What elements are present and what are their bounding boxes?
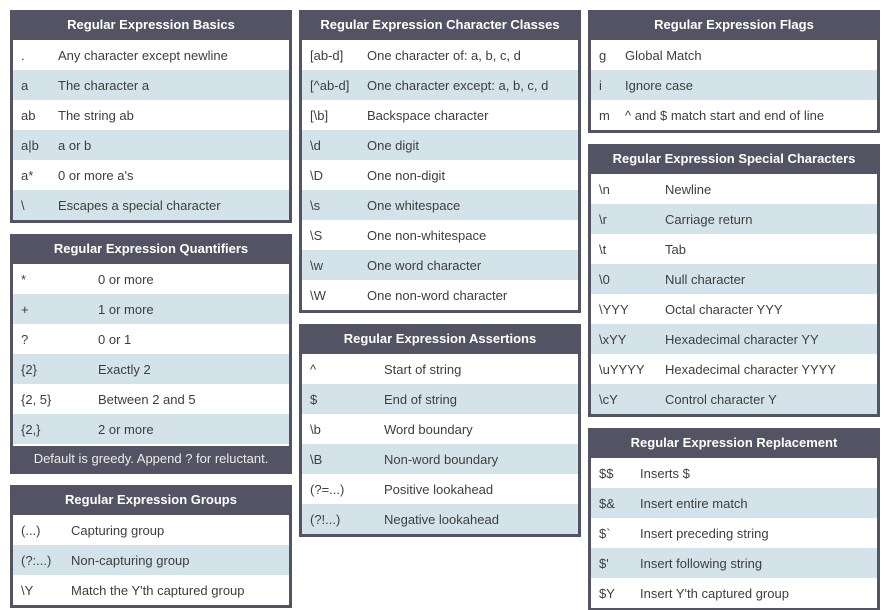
table-row — [591, 70, 877, 100]
regex-token: $$ — [599, 465, 614, 481]
regex-token: (...) — [21, 522, 41, 538]
regex-token: \d — [310, 137, 321, 153]
table-row — [302, 100, 578, 130]
regex-token: {2, 5} — [21, 391, 52, 407]
table-title-special-characters: Regular Expression Special Characters — [590, 144, 878, 174]
regex-token: $& — [599, 495, 615, 511]
table-row — [302, 190, 578, 220]
regex-token: i — [599, 77, 602, 93]
table-special-characters — [588, 144, 880, 417]
table-row — [13, 414, 289, 444]
token-description: Negative lookahead — [384, 511, 499, 527]
regex-token: \uYYYY — [599, 361, 645, 377]
table-row — [302, 474, 578, 504]
table-replacement — [588, 428, 880, 610]
table-title-groups: Regular Expression Groups — [12, 485, 290, 515]
table-row — [302, 130, 578, 160]
token-description: Word boundary — [384, 421, 473, 437]
token-description: Carriage return — [665, 211, 753, 227]
token-description: Non-word boundary — [384, 451, 499, 467]
regex-token: * — [21, 271, 27, 287]
token-description: Any character except newline — [58, 47, 228, 63]
table-row — [591, 40, 877, 70]
cheatsheet-column-1 — [10, 10, 292, 608]
token-description: Tab — [665, 241, 686, 257]
token-description: Insert following string — [640, 555, 763, 571]
table-title-flags: Regular Expression Flags — [590, 10, 878, 40]
regex-token: \S — [310, 227, 323, 243]
token-description: Null character — [665, 271, 746, 287]
table-row — [13, 324, 289, 354]
token-description: The string ab — [58, 107, 134, 123]
regex-token: (?=...) — [310, 481, 345, 497]
table-row — [591, 174, 877, 204]
regex-token: \D — [310, 167, 323, 183]
regex-token: $Y — [599, 585, 615, 601]
regex-token: {2,} — [21, 421, 41, 437]
regex-token: ab — [21, 107, 36, 123]
cheatsheet-column-2 — [299, 10, 581, 537]
table-row — [13, 264, 289, 294]
token-description: Hexadecimal character YYYY — [665, 361, 837, 377]
table-title-replacement: Regular Expression Replacement — [590, 428, 878, 458]
table-row — [591, 294, 877, 324]
table-row — [302, 250, 578, 280]
token-description: 1 or more — [98, 301, 154, 317]
regex-token: a* — [21, 167, 34, 183]
token-description: Match the Y'th captured group — [71, 582, 245, 598]
regex-token: a — [21, 77, 29, 93]
table-row — [302, 414, 578, 444]
regex-token: \w — [310, 257, 323, 273]
table-row — [591, 324, 877, 354]
token-description: Hexadecimal character YY — [665, 331, 819, 347]
table-row — [13, 70, 289, 100]
table-row — [591, 204, 877, 234]
table-title-assertions: Regular Expression Assertions — [301, 324, 579, 354]
token-description: Start of string — [384, 361, 462, 377]
token-description: Global Match — [625, 47, 702, 63]
token-description: Ignore case — [625, 77, 693, 93]
regex-token: \b — [310, 421, 321, 437]
regex-token: \s — [310, 197, 321, 213]
token-description: Backspace character — [367, 107, 489, 123]
table-row — [13, 130, 289, 160]
token-description: Between 2 and 5 — [98, 391, 196, 407]
regex-token: ? — [21, 331, 29, 347]
table-row — [13, 354, 289, 384]
token-description: Positive lookahead — [384, 481, 494, 497]
regex-token: a|b — [21, 137, 39, 153]
table-row — [302, 354, 578, 384]
table-assertions — [299, 324, 581, 537]
regex-token: [^ab-d] — [310, 77, 350, 93]
table-row — [591, 578, 877, 608]
table-row — [591, 234, 877, 264]
regex-token: \YYY — [599, 301, 629, 317]
cheatsheet-column-3 — [588, 10, 880, 610]
token-description: Capturing group — [71, 522, 165, 538]
table-row — [302, 160, 578, 190]
token-description: Non-capturing group — [71, 552, 190, 568]
token-description: One character of: a, b, c, d — [367, 47, 521, 63]
token-description: 0 or 1 — [98, 331, 132, 347]
token-description: End of string — [384, 391, 457, 407]
table-row — [302, 444, 578, 474]
regex-token: g — [599, 47, 607, 63]
token-description: 2 or more — [98, 421, 154, 437]
table-footer-note: Default is greedy. Append ? for reluctant. — [13, 444, 289, 471]
table-title-basics: Regular Expression Basics — [12, 10, 290, 40]
table-row — [302, 504, 578, 534]
regex-token: ^ — [310, 361, 317, 377]
table-row — [302, 70, 578, 100]
regex-token: \W — [310, 287, 326, 303]
token-description: Exactly 2 — [98, 361, 151, 377]
table-quantifiers — [10, 234, 292, 474]
table-row — [591, 488, 877, 518]
regex-token: \xYY — [599, 331, 627, 347]
table-row — [591, 384, 877, 414]
token-description: Inserts $ — [640, 465, 690, 481]
table-row — [591, 458, 877, 488]
token-description: a or b — [58, 137, 92, 153]
regex-token: (?:...) — [21, 552, 52, 568]
table-row — [302, 40, 578, 70]
regex-token: \0 — [599, 271, 610, 287]
regex-token: {2} — [21, 361, 37, 377]
table-row — [591, 518, 877, 548]
table-row — [13, 294, 289, 324]
regex-token: . — [21, 47, 25, 63]
regex-token: [ab-d] — [310, 47, 344, 63]
token-description: One digit — [367, 137, 420, 153]
table-row — [302, 384, 578, 414]
table-row — [13, 40, 289, 70]
table-character-classes — [299, 10, 581, 313]
table-row — [591, 548, 877, 578]
token-description: Insert preceding string — [640, 525, 769, 541]
token-description: One whitespace — [367, 197, 461, 213]
regex-token: (?!...) — [310, 511, 341, 527]
table-row — [591, 100, 877, 130]
regex-token: m — [599, 107, 610, 123]
token-description: The character a — [58, 77, 150, 93]
regex-token: \Y — [21, 582, 34, 598]
token-description: Octal character YYY — [665, 301, 783, 317]
table-row — [302, 280, 578, 310]
token-description: Insert Y'th captured group — [640, 585, 789, 601]
table-row — [591, 264, 877, 294]
regex-token: \cY — [599, 391, 618, 407]
token-description: One word character — [367, 257, 482, 273]
table-row — [302, 220, 578, 250]
token-description: Control character Y — [665, 391, 777, 407]
token-description: 0 or more a's — [58, 167, 134, 183]
token-description: Escapes a special character — [58, 197, 221, 213]
table-flags — [588, 10, 880, 133]
token-description: One non-digit — [367, 167, 446, 183]
table-row — [591, 354, 877, 384]
token-description: One non-whitespace — [367, 227, 487, 243]
token-description: ^ and $ match start and end of line — [625, 107, 825, 123]
table-row — [13, 190, 289, 220]
regex-token: \t — [599, 241, 607, 257]
table-row — [13, 100, 289, 130]
table-row — [13, 545, 289, 575]
table-row — [13, 384, 289, 414]
table-title-quantifiers: Regular Expression Quantifiers — [12, 234, 290, 264]
token-description: Insert entire match — [640, 495, 748, 511]
regex-token: $ — [310, 391, 318, 407]
table-basics — [10, 10, 292, 223]
token-description: 0 or more — [98, 271, 154, 287]
table-title-character-classes: Regular Expression Character Classes — [301, 10, 579, 40]
table-row — [13, 575, 289, 605]
token-description: Newline — [665, 181, 712, 197]
table-row — [13, 515, 289, 545]
token-description: One character except: a, b, c, d — [367, 77, 549, 93]
regex-token: $` — [599, 525, 611, 541]
regex-token: + — [21, 301, 29, 317]
regex-token: \B — [310, 451, 323, 467]
regex-token: \r — [599, 211, 607, 227]
token-description: One non-word character — [367, 287, 508, 303]
table-row — [13, 160, 289, 190]
regex-token: $' — [599, 555, 609, 571]
regex-token: \ — [21, 197, 25, 213]
regex-token: \n — [599, 181, 610, 197]
table-groups — [10, 485, 292, 608]
regex-token: [\b] — [310, 107, 329, 123]
